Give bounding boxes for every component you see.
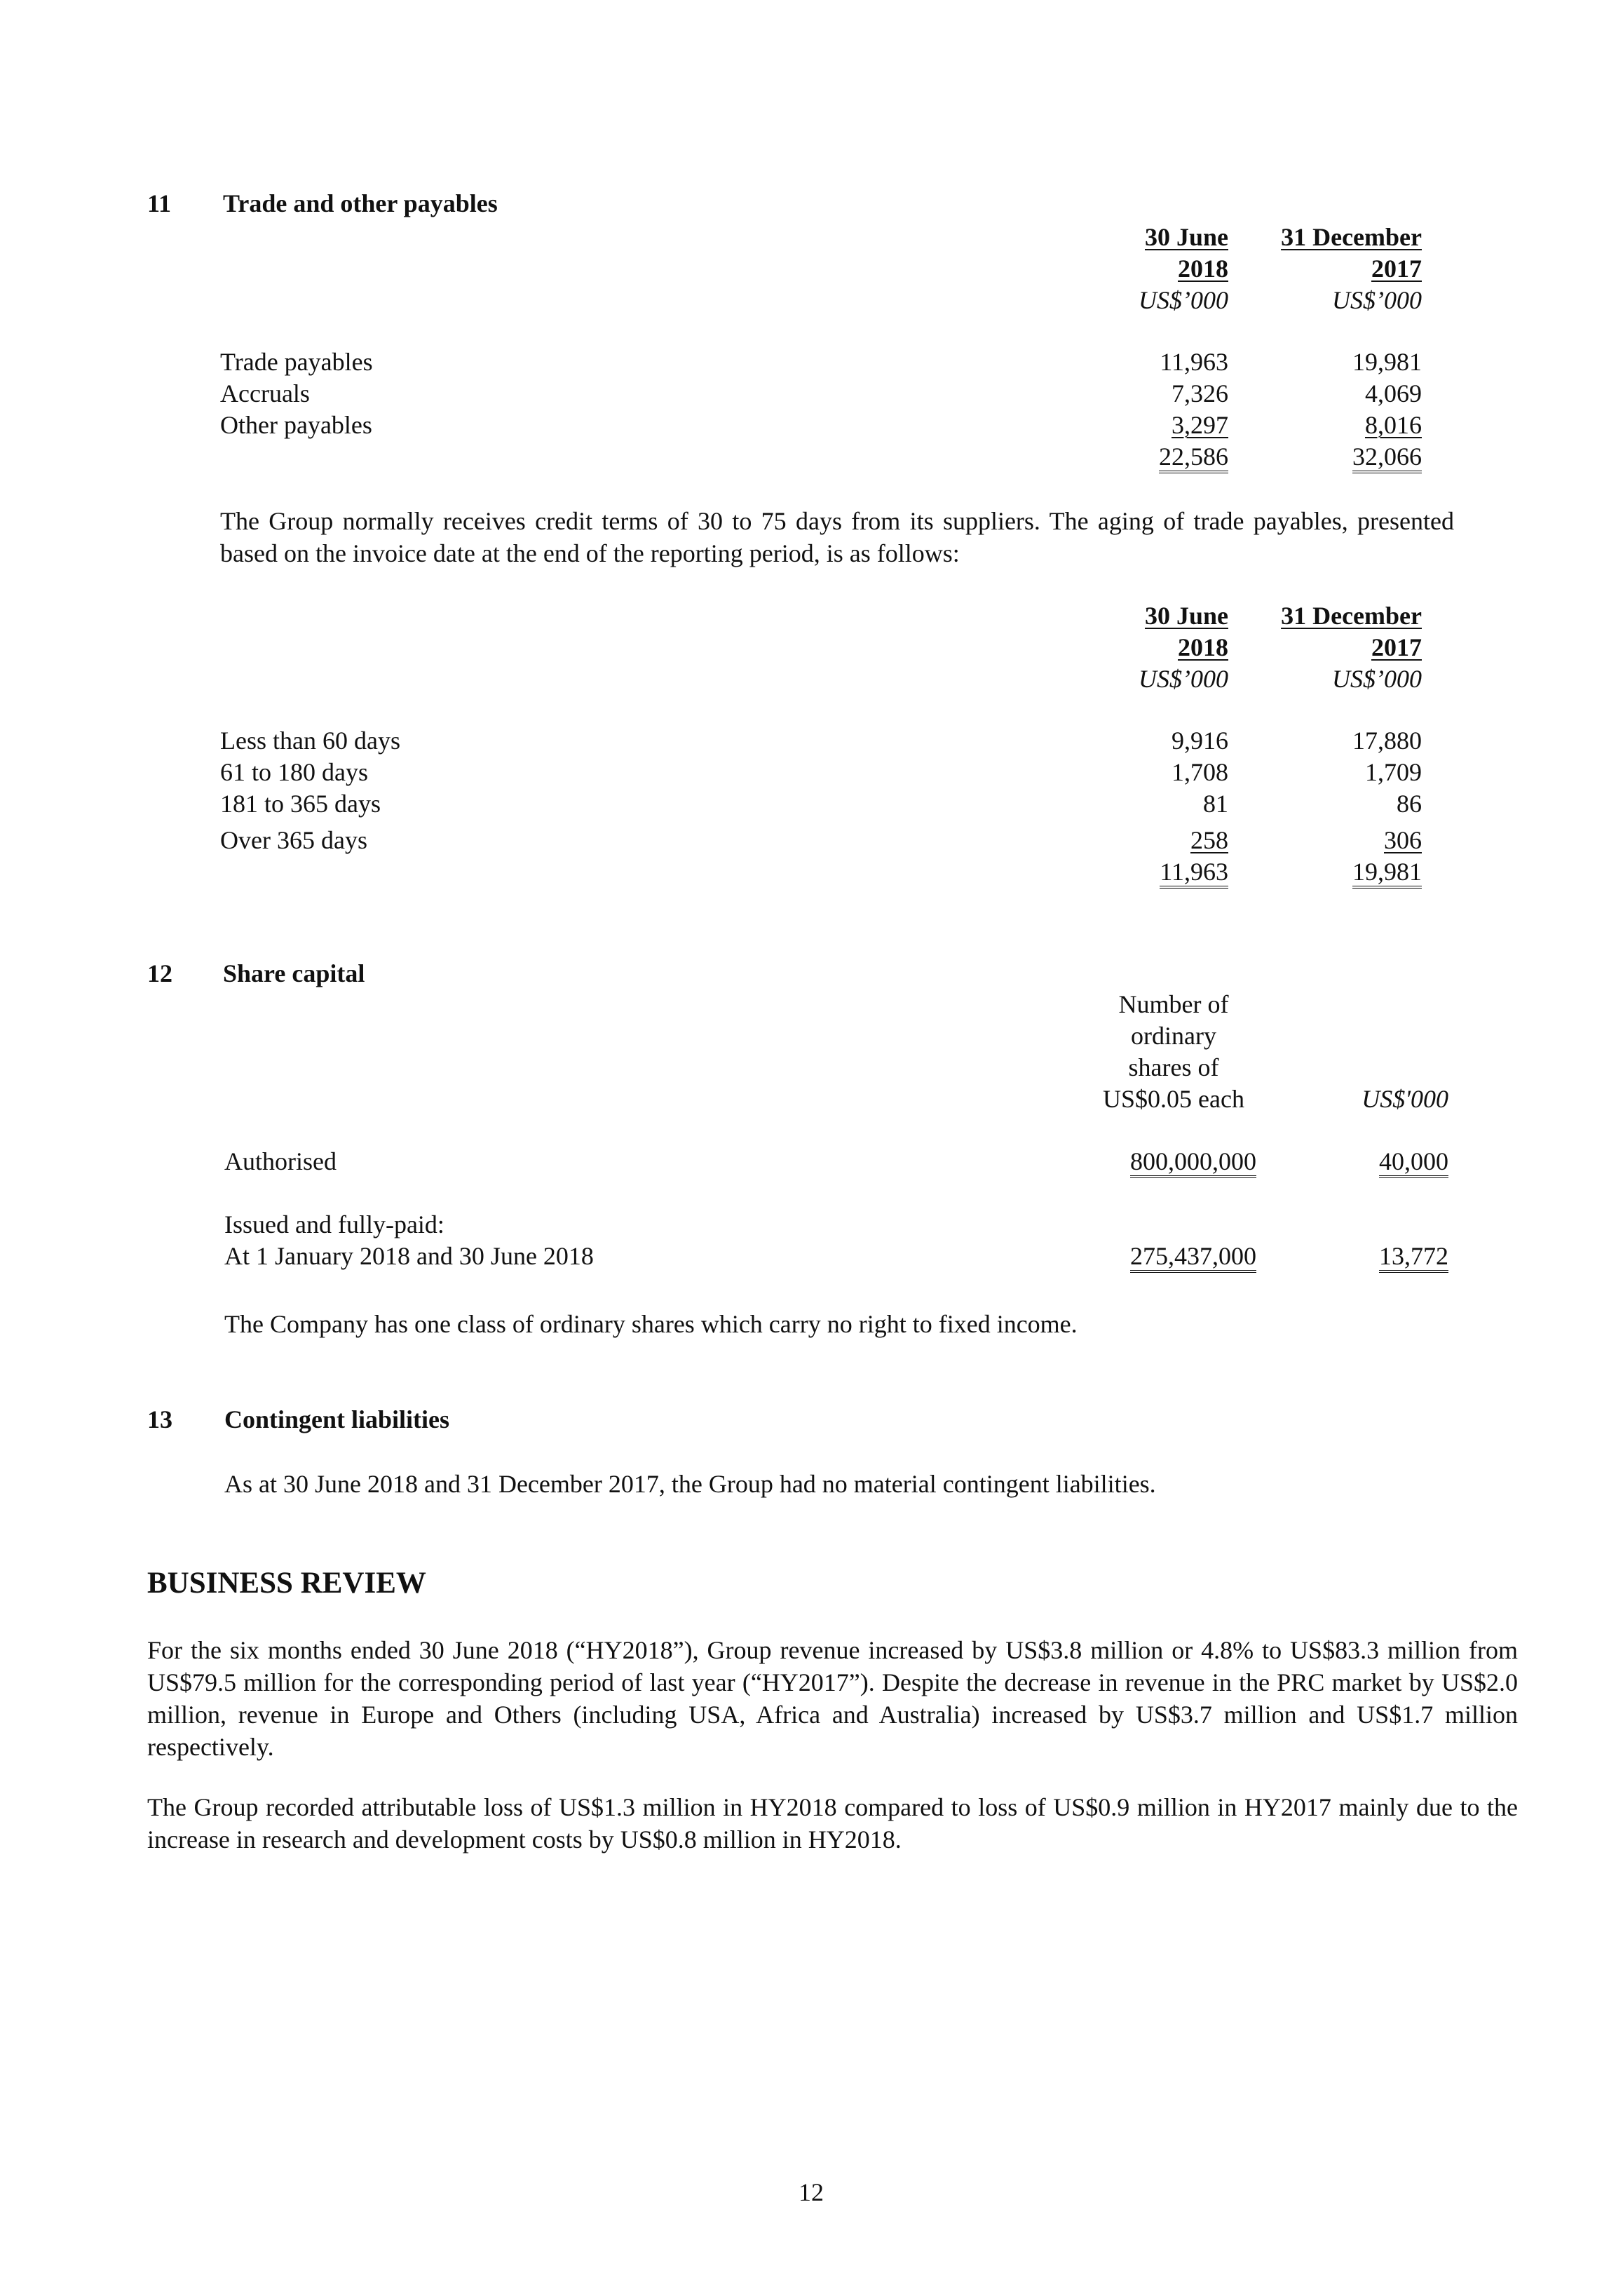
value-2018: 258 — [1190, 826, 1228, 854]
issued-shares: 275,437,000 — [1130, 1242, 1256, 1273]
col-header-unit-2018: US$’000 — [1139, 665, 1228, 693]
value-2018: 7,326 — [1172, 379, 1228, 407]
col-header-shares-line: ordinary — [1131, 1022, 1216, 1050]
col-header-30-june: 30 June — [1144, 602, 1228, 630]
value-2018: 11,963 — [1160, 348, 1228, 376]
col-header-2017: 2017 — [1371, 255, 1422, 283]
col-header-2017: 2017 — [1371, 633, 1422, 661]
col-header-2018: 2018 — [1178, 255, 1228, 283]
note-13-number: 13 — [147, 1405, 172, 1433]
business-review-paragraph-2: The Group recorded attributable loss of US$1.3 million in HY2018 compared to loss of US$0.9 million in HY2017 mainly due to the increase in research and development costs by US$0.8 million in HY2018. — [147, 1793, 1518, 1853]
col-header-unit-2018: US$’000 — [1139, 286, 1228, 314]
col-header-shares-line: Number of — [1118, 990, 1229, 1018]
note-13-title: Contingent liabilities — [224, 1405, 450, 1433]
value-2018: 3,297 — [1172, 411, 1228, 439]
business-review-heading: BUSINESS REVIEW — [147, 1567, 426, 1600]
value-2018: 1,708 — [1172, 758, 1228, 786]
total-2017: 19,981 — [1352, 858, 1422, 889]
issued-amount: 13,772 — [1379, 1242, 1448, 1273]
value-2018: 81 — [1203, 790, 1228, 818]
col-header-30-june: 30 June — [1144, 223, 1228, 251]
value-2017: 17,880 — [1352, 727, 1422, 755]
credit-terms-paragraph: The Group normally receives credit terms of 30 to 75 days from its suppliers. The aging of trade payables, presented based on the invoice date at the end of the reporting period, is as follows: — [220, 507, 1454, 567]
value-2017: 306 — [1384, 826, 1422, 854]
col-header-shares-line: US$0.05 each — [1103, 1085, 1244, 1113]
col-header-31-december: 31 December — [1281, 223, 1422, 251]
row-label: Over 365 days — [220, 826, 367, 854]
total-2018: 11,963 — [1160, 858, 1228, 889]
row-label: Authorised — [224, 1147, 337, 1175]
row-label: Less than 60 days — [220, 727, 400, 755]
note-11-title: Trade and other payables — [223, 189, 498, 217]
row-label: 61 to 180 days — [220, 758, 368, 786]
business-review-paragraph-1: For the six months ended 30 June 2018 (“HY2018”), Group revenue increased by US$3.8 million or 4.8% to US$83.3 million from US$79.5 million for the corresponding period of last year (“HY2017”). Despite the decrease in revenue in the PRC market by US$2.0 million, revenue in Europe and Others (including USA, Africa and Australia) increased by US$3.7 million and US$1.7 million respectively. — [147, 1636, 1518, 1761]
value-2017: 1,709 — [1365, 758, 1422, 786]
value-2018: 9,916 — [1172, 727, 1228, 755]
page-number: 12 — [799, 2178, 824, 2206]
row-label: At 1 January 2018 and 30 June 2018 — [224, 1242, 594, 1270]
row-label: Other payables — [220, 411, 372, 439]
value-2017: 19,981 — [1352, 348, 1422, 376]
col-header-unit-2017: US$’000 — [1332, 665, 1422, 693]
col-header-shares-line: shares of — [1128, 1053, 1219, 1081]
issued-label: Issued and fully-paid: — [224, 1210, 444, 1238]
note-11-number: 11 — [147, 189, 172, 217]
col-header-unit: US$'000 — [1361, 1085, 1448, 1113]
row-label: Trade payables — [220, 348, 373, 376]
note-12-title: Share capital — [223, 959, 365, 987]
note-12-number: 12 — [147, 959, 172, 987]
contingent-liabilities-paragraph: As at 30 June 2018 and 31 December 2017, the Group had no material contingent liabilities. — [224, 1470, 1156, 1498]
row-label: 181 to 365 days — [220, 790, 381, 818]
col-header-2018: 2018 — [1178, 633, 1228, 661]
value-2017: 86 — [1397, 790, 1422, 818]
total-2018: 22,586 — [1159, 443, 1228, 473]
row-label: Accruals — [220, 379, 310, 407]
col-header-31-december: 31 December — [1281, 602, 1422, 630]
value-2017: 8,016 — [1365, 411, 1422, 439]
total-2017: 32,066 — [1352, 443, 1422, 473]
share-class-paragraph: The Company has one class of ordinary shares which carry no right to fixed income. — [224, 1310, 1078, 1338]
value-2017: 4,069 — [1365, 379, 1422, 407]
authorised-shares: 800,000,000 — [1130, 1147, 1256, 1178]
authorised-amount: 40,000 — [1379, 1147, 1448, 1178]
col-header-unit-2017: US$’000 — [1332, 286, 1422, 314]
